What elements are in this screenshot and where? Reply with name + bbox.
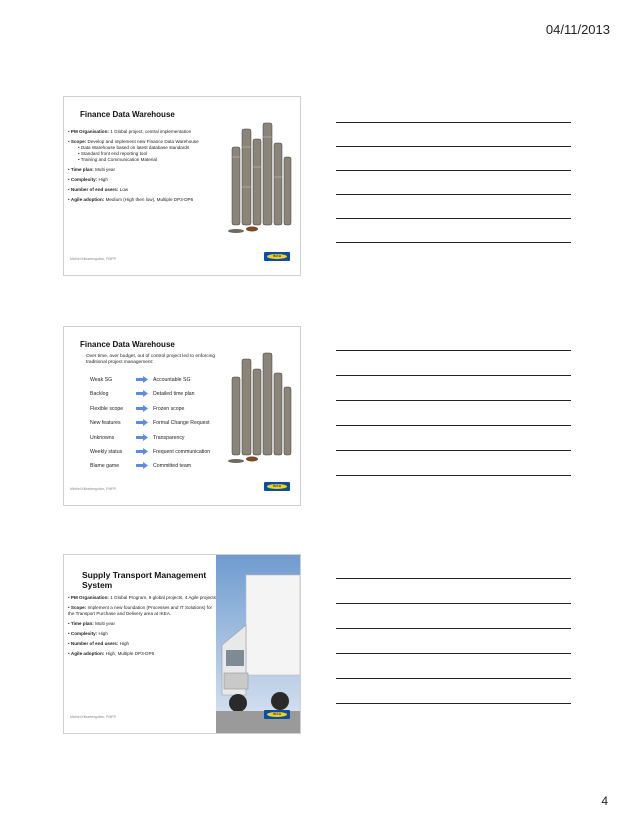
from-label: Blame game [90, 463, 120, 470]
slide-footer: Michiel.Kilbarbergotion, PMP® [70, 487, 117, 491]
ikea-logo: IKEA [264, 710, 290, 719]
to-label: Frequent communication [153, 448, 211, 455]
note-line [336, 603, 571, 604]
to-label: Detailed time plan [153, 391, 195, 398]
bullet-end-users: • Number of end users: High [68, 641, 130, 646]
arrow-right-icon [136, 376, 148, 383]
note-line [336, 628, 571, 629]
to-label: Formal Change Request [153, 420, 210, 427]
from-label: Weak SG [90, 377, 113, 383]
note-line [336, 242, 571, 243]
from-label: Unknowns [90, 434, 115, 441]
arrow-right-icon [136, 462, 148, 469]
slide-title: Finance Data Warehouse [80, 340, 175, 349]
arrow-right-icon [136, 405, 148, 412]
from-label: Backlog [90, 391, 109, 398]
truck-image [216, 555, 300, 734]
coin-stacks-image [224, 117, 294, 237]
note-line [336, 475, 571, 476]
note-line [336, 375, 571, 376]
ikea-logo: IKEA [264, 482, 290, 491]
to-label: Committed team [153, 463, 192, 470]
slide-2 [63, 326, 301, 506]
slide-footer: Michiel.Kilbarbergotion, PMP® [70, 257, 117, 261]
note-line [336, 678, 571, 679]
arrow-right-icon [136, 390, 148, 397]
slide-title: Supply Transport Management System [82, 570, 207, 590]
note-line [336, 146, 571, 147]
coin-stacks-image [224, 347, 294, 467]
handout-date: 04/11/2013 [545, 22, 610, 37]
bullet-pm-organisation: • PM Organisation: 1 Global Program, 9 global projects, 4 Agile projects [68, 595, 216, 600]
arrow-right-icon [136, 434, 148, 441]
note-line [336, 170, 571, 171]
ikea-logo: IKEA [264, 252, 290, 261]
note-line [336, 194, 571, 195]
note-line [336, 122, 571, 123]
slide-bullets [68, 595, 218, 661]
bullet-complexity: • Complexity: High [68, 177, 108, 182]
slide-footer: Michiel.Kilbarbergotion, PMP® [70, 715, 117, 719]
bullet-scope: • Scope: Implement a new foundation (Processes and IT Solutions) for the Transport Purchase and Delivery area at IKEA. [68, 605, 213, 616]
slide-intro: Over time, over budget, out of control project led to enforcing traditional project management: [86, 354, 216, 365]
slide-title: Finance Data Warehouse [80, 110, 175, 119]
note-line [336, 218, 571, 219]
arrow-right-icon [136, 419, 148, 426]
bullet-scope: • Scope: Develop and implement new Finance Data Warehouse • Data Warehouse based on latest database standards • Standard front end reporting tool • Training and Communication Material [68, 139, 228, 163]
note-line [336, 578, 571, 579]
note-line [336, 450, 571, 451]
note-line [336, 400, 571, 401]
note-line [336, 653, 571, 654]
slide-bullets [68, 129, 228, 207]
bullet-agile-adoption: • Agile adoption: High, Multiple DP3-DP6 [68, 651, 155, 656]
from-label: Weekly status [90, 448, 123, 455]
sub-bullet: • Training and Communication Material [78, 157, 157, 162]
note-line [336, 350, 571, 351]
slide-3 [63, 554, 301, 734]
sub-bullet: • Data Warehouse based on latest database standards [78, 145, 190, 150]
sub-bullet: • Standard front end reporting tool [78, 151, 148, 156]
page-number: 4 [601, 794, 608, 808]
note-line [336, 703, 571, 704]
from-label: Flexible scope [90, 405, 124, 412]
bullet-end-users: • Number of end users: Low [68, 187, 129, 192]
slide-1 [63, 96, 301, 276]
note-line [336, 425, 571, 426]
bullet-agile-adoption: • Agile adoption: Medium (High then low), Multiple DP3-DP6 [68, 197, 194, 202]
to-label: Frozen scope [153, 405, 185, 412]
bullet-pm-organisation: • PM Organisation: 1 Global project, central implementation [68, 129, 192, 134]
from-label: New features [90, 420, 121, 427]
bullet-time-plan: • Time plan: Multi year [68, 621, 115, 626]
bullet-complexity: • Complexity: High [68, 631, 108, 636]
arrow-right-icon [136, 448, 148, 455]
bullet-time-plan: • Time plan: Multi year [68, 167, 115, 172]
to-label: Accountable SG [153, 377, 191, 383]
to-label: Transparency [153, 434, 185, 441]
